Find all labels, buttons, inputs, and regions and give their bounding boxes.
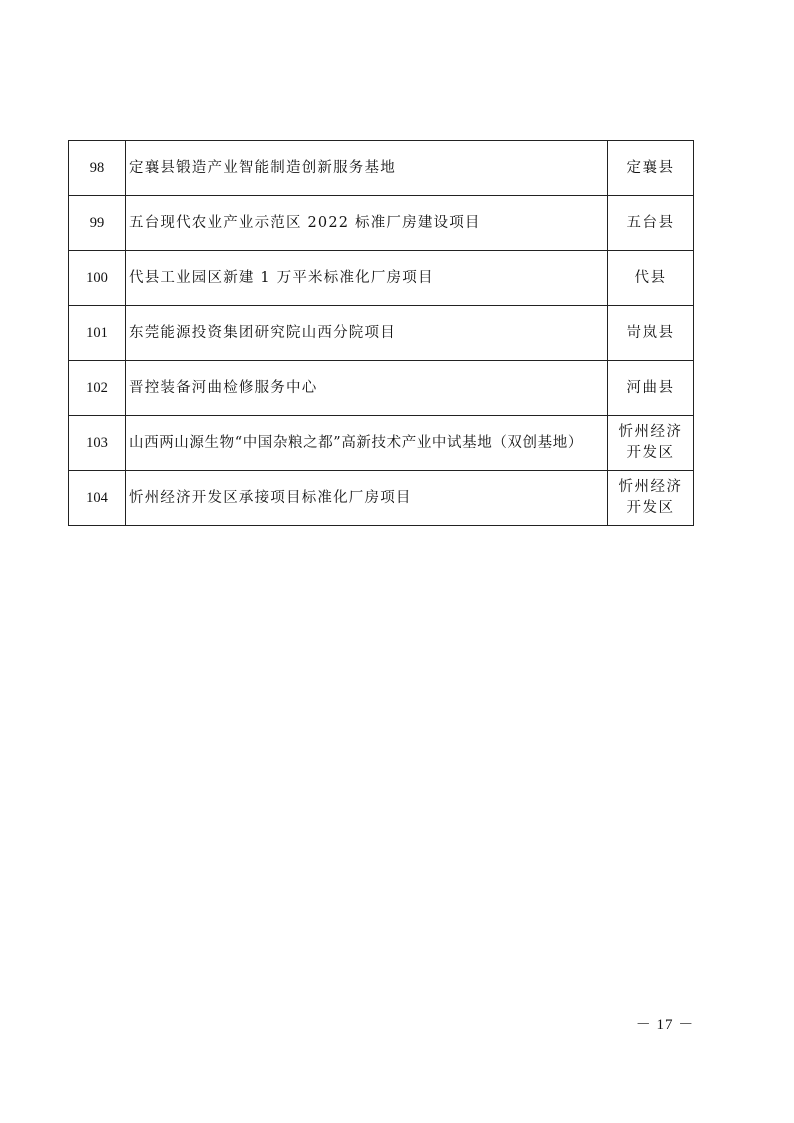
region-cell xyxy=(608,196,694,251)
project-name: 定襄县锻造产业智能制造创新服务基地 xyxy=(126,141,608,196)
project-name: 山西两山源生物“中国杂粮之都”高新技术产业中试基地（双创基地） xyxy=(126,416,608,471)
table-row xyxy=(69,251,694,306)
table-row xyxy=(69,416,694,471)
region-cell xyxy=(608,361,694,416)
project-name: 东莞能源投资集团研究院山西分院项目 xyxy=(126,306,608,361)
project-name: 代县工业园区新建 1 万平米标准化厂房项目 xyxy=(126,251,608,306)
table-row xyxy=(69,361,694,416)
region-name: 忻州经济开发区 xyxy=(618,479,683,516)
row-number: 100 xyxy=(69,251,126,306)
project-table-body xyxy=(69,141,694,526)
region-name: 忻州经济开发区 xyxy=(618,424,683,461)
row-number: 98 xyxy=(69,141,126,196)
project-name: 五台现代农业产业示范区 2022 标准厂房建设项目 xyxy=(126,196,608,251)
page-number: － 17 － xyxy=(635,1017,695,1033)
region-cell xyxy=(608,306,694,361)
project-name: 晋控装备河曲检修服务中心 xyxy=(126,361,608,416)
region-cell xyxy=(608,251,694,306)
row-number: 103 xyxy=(69,416,126,471)
row-number: 102 xyxy=(69,361,126,416)
region-cell xyxy=(608,471,694,526)
project-table xyxy=(68,140,694,526)
row-number: 99 xyxy=(69,196,126,251)
region-name: 岢岚县 xyxy=(626,324,675,341)
region-name: 代县 xyxy=(634,269,667,286)
project-name: 忻州经济开发区承接项目标准化厂房项目 xyxy=(126,471,608,526)
table-row xyxy=(69,471,694,526)
region-name: 五台县 xyxy=(626,214,675,231)
region-cell xyxy=(608,416,694,471)
table-row xyxy=(69,196,694,251)
table-row xyxy=(69,141,694,196)
row-number: 104 xyxy=(69,471,126,526)
region-name: 定襄县 xyxy=(626,159,675,176)
region-cell xyxy=(608,141,694,196)
row-number: 101 xyxy=(69,306,126,361)
table-row xyxy=(69,306,694,361)
region-name: 河曲县 xyxy=(626,379,675,396)
